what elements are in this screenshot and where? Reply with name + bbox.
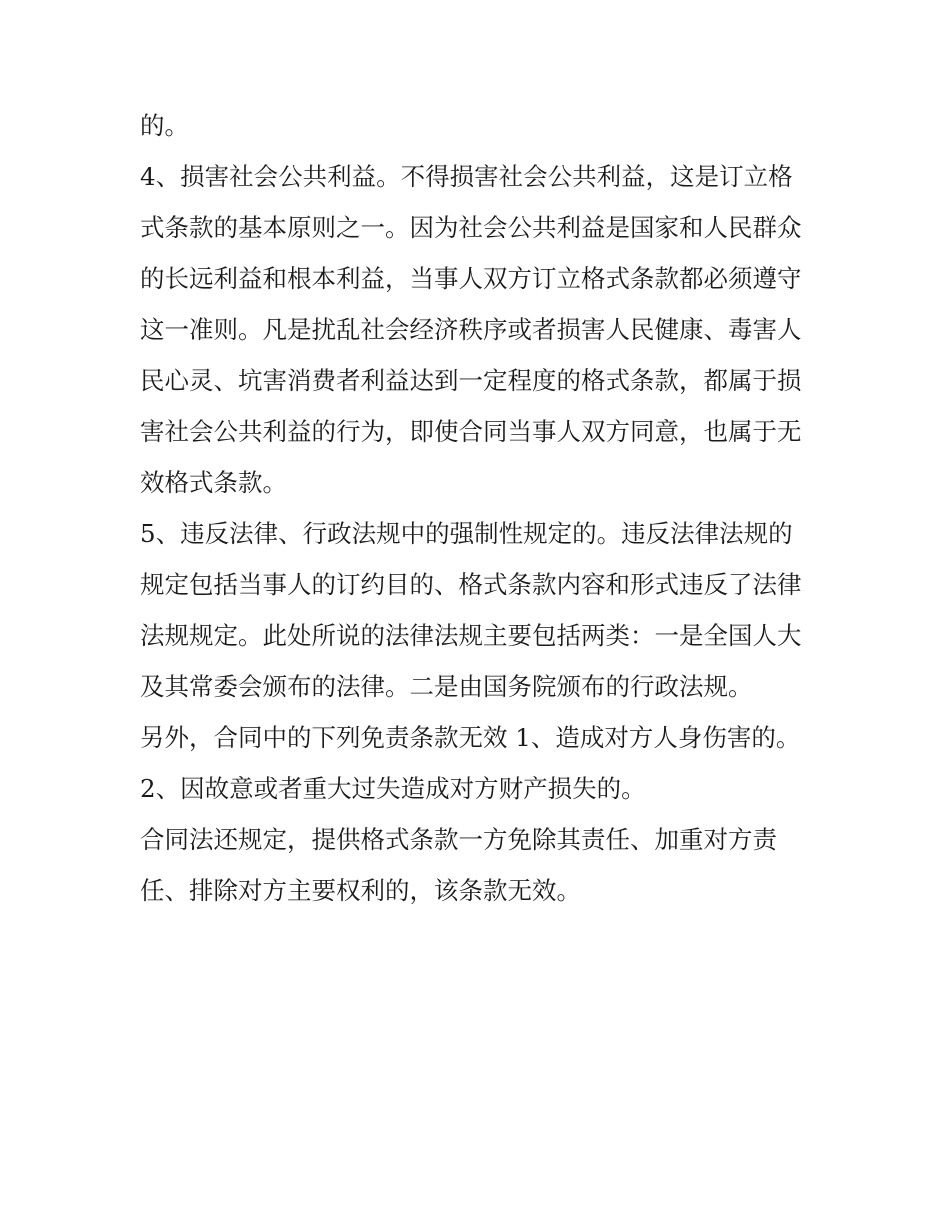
text-line: 法规规定。此处所说的法律法规主要包括两类：一是全国人大	[140, 621, 802, 650]
text-line: 效格式条款。	[140, 468, 287, 497]
document-body	[140, 100, 830, 916]
text-line: 5、违反法律、行政法规中的强制性规定的。违反法律法规的	[140, 519, 793, 548]
text-line: 及其常委会颁布的法律。二是由国务院颁布的行政法规。	[140, 672, 753, 701]
text-line: 民心灵、坑害消费者利益达到一定程度的格式条款，都属于损	[140, 366, 802, 395]
text-line: 的。	[140, 111, 189, 140]
text-line: 害社会公共利益的行为，即使合同当事人双方同意，也属于无	[140, 417, 802, 446]
text-line: 的长远利益和根本利益，当事人双方订立格式条款都必须遵守	[140, 264, 802, 293]
text-line: 另外，合同中的下列免责条款无效 1、造成对方人身伤害的。	[140, 723, 801, 752]
text-line: 2、因故意或者重大过失造成对方财产损失的。	[140, 774, 646, 803]
text-line: 4、损害社会公共利益。不得损害社会公共利益，这是订立格	[140, 162, 793, 191]
text-line: 这一准则。凡是扰乱社会经济秩序或者损害人民健康、毒害人	[140, 315, 802, 344]
text-line: 式条款的基本原则之一。因为社会公共利益是国家和人民群众	[140, 213, 802, 242]
text-line: 规定包括当事人的订约目的、格式条款内容和形式违反了法律	[140, 570, 802, 599]
text-line: 任、排除对方主要权利的，该条款无效。	[140, 876, 581, 905]
text-line: 合同法还规定，提供格式条款一方免除其责任、加重对方责	[140, 825, 777, 854]
